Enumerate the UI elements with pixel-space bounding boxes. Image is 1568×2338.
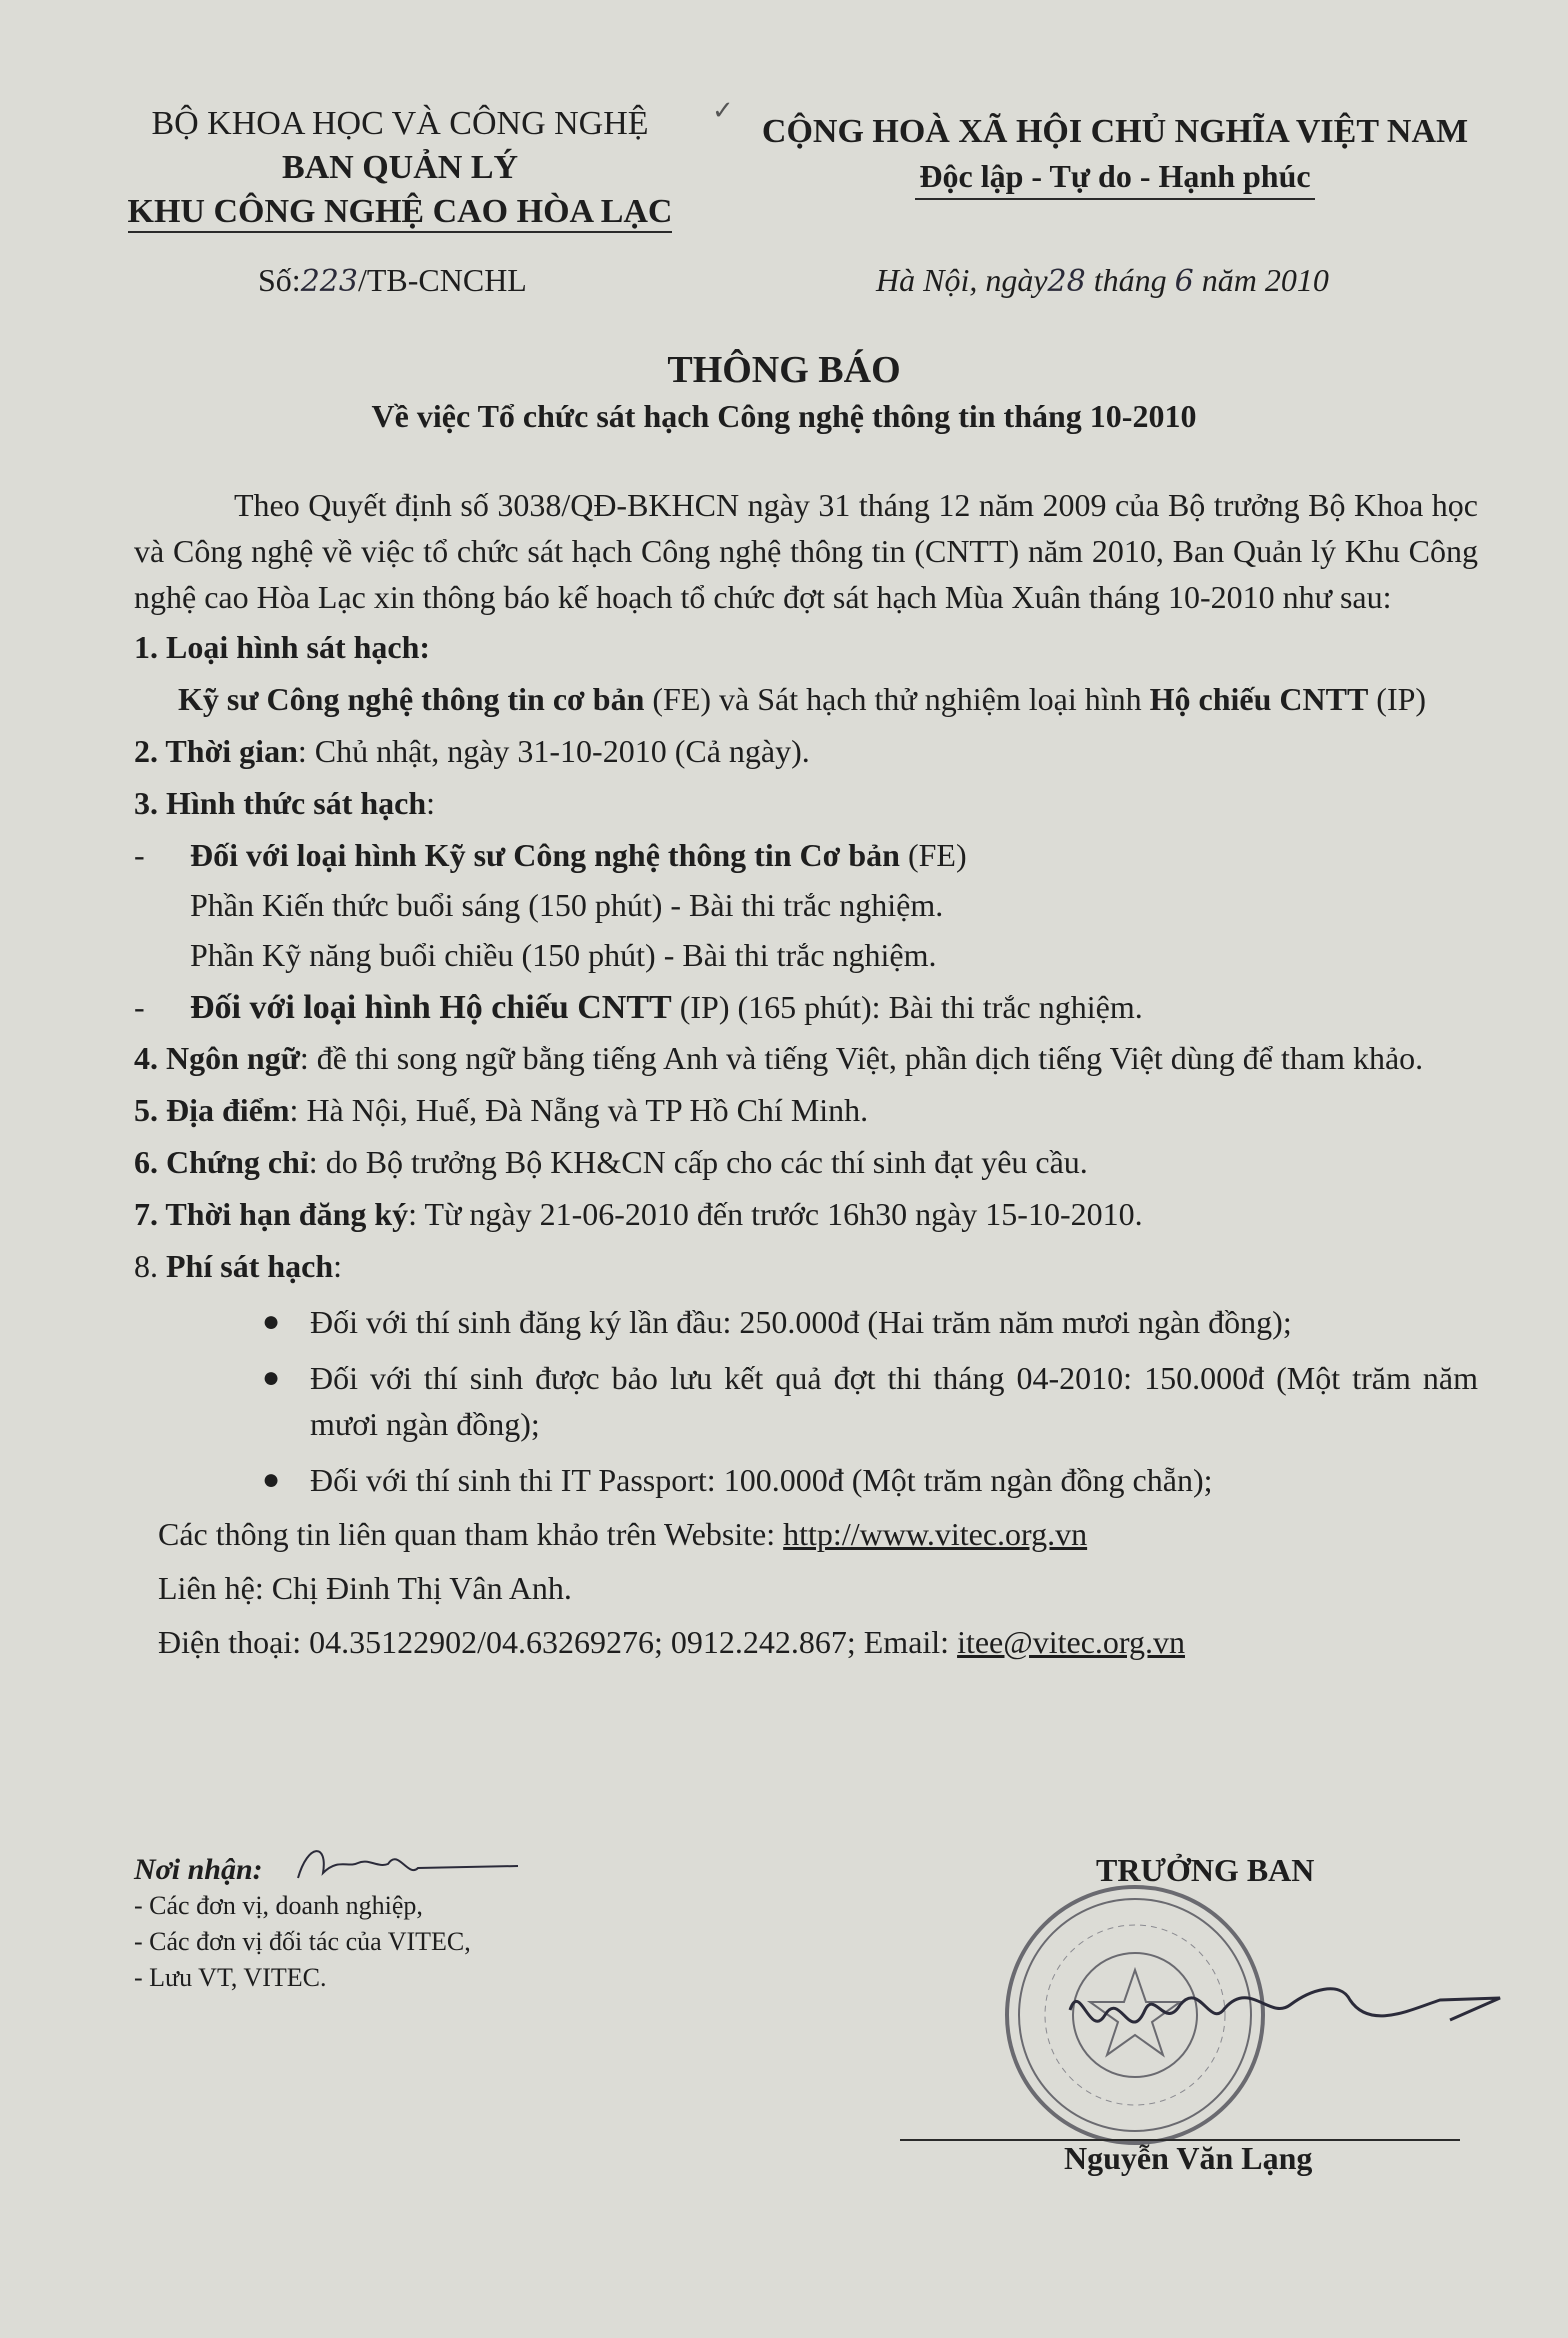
section-3-item-fe: - Đối với loại hình Kỹ sư Công nghệ thông tin Cơ bản (FE) — [134, 837, 967, 873]
signer-title: TRƯỞNG BAN — [1096, 1852, 1315, 1888]
section-4: 4. Ngôn ngữ: đề thi song ngữ bằng tiếng Anh và tiếng Việt, phần dịch tiếng Việt dùng để tham khảo. — [134, 1040, 1424, 1076]
fee-item: ● Đối với thí sinh được bảo lưu kết quả đợt thi tháng 04-2010: 150.000đ (Một trăm năm mươi ngàn đồng); — [134, 1355, 1478, 1447]
section-7: 7. Thời hạn đăng ký: Từ ngày 21-06-2010 đến trước 16h30 ngày 15-10-2010. — [134, 1196, 1143, 1232]
document-number: Số:223/TB-CNCHL — [258, 262, 527, 299]
recipient-item: - Các đơn vị, doanh nghiệp, — [134, 1891, 423, 1920]
national-motto: Độc lập - Tự do - Hạnh phúc — [915, 156, 1314, 200]
notice-body — [134, 482, 1478, 1665]
section-6: 6. Chứng chỉ: do Bộ trưởng Bộ KH&CN cấp cho các thí sinh đạt yêu cầu. — [134, 1144, 1088, 1180]
phone-line: Điện thoại: 04.35122902/04.63269276; 0912.242.867; Email: itee@vitec.org.vn — [158, 1624, 1185, 1660]
bullet-icon: ● — [262, 1305, 281, 1338]
fee-item: ● Đối với thí sinh thi IT Passport: 100.000đ (Một trăm ngàn đồng chẵn); — [134, 1457, 1478, 1503]
country-name: CỘNG HOÀ XÃ HỘI CHỦ NGHĨA VIỆT NAM — [761, 113, 1469, 150]
section-1: 1. Loại hình sát hạch: — [134, 629, 431, 665]
initials-scribble — [288, 1838, 528, 1898]
issuer-header — [90, 102, 710, 234]
section-3: 3. Hình thức sát hạch: — [134, 785, 436, 821]
section-3-item-ip: - Đối với loại hình Hộ chiếu CNTT (IP) (165 phút): Bài thi trắc nghiệm. — [134, 989, 1143, 1026]
notice-title: THÔNG BÁO — [667, 349, 901, 391]
signature-scribble — [1050, 1960, 1510, 2070]
contact-line: Liên hệ: Chị Đinh Thị Vân Anh. — [158, 1570, 572, 1606]
national-header — [720, 108, 1510, 200]
recipients-label: Nơi nhận: — [134, 1853, 263, 1886]
date-line: Hà Nội, ngày28 tháng 6 năm 2010 — [876, 262, 1329, 299]
board-name: BAN QUẢN LÝ — [281, 149, 519, 186]
recipient-item: - Các đơn vị đối tác của VITEC, — [134, 1927, 471, 1956]
section-8: 8. Phí sát hạch: — [134, 1248, 343, 1284]
fe-afternoon-line: Phần Kỹ năng buổi chiều (150 phút) - Bài thi trắc nghiệm. — [190, 937, 937, 973]
section-1-content: Kỹ sư Công nghệ thông tin cơ bản (FE) và Sát hạch thử nghiệm loại hình Hộ chiếu CNTT (IP) — [178, 681, 1427, 717]
signer-name: Nguyễn Văn Lạng — [1064, 2140, 1313, 2176]
notice-subtitle: Về việc Tổ chức sát hạch Công nghệ thông tin tháng 10-2010 — [371, 398, 1197, 434]
website-link[interactable]: http://www.vitec.org.vn — [783, 1516, 1088, 1552]
intro-paragraph: Theo Quyết định số 3038/QĐ-BKHCN ngày 31 tháng 12 năm 2009 của Bộ trưởng Bộ Khoa học và Công nghệ về việc tổ chức sát hạch Công nghệ thông tin (CNTT) năm 2010, Ban Quản lý Khu Công nghệ cao Hòa Lạc xin thông báo kế hoạch tổ chức đợt sát hạch Mùa Xuân tháng 10-2010 như sau: — [134, 487, 1478, 615]
recipient-item: - Lưu VT, VITEC. — [134, 1963, 327, 1992]
website-line: Các thông tin liên quan tham khảo trên Website: http://www.vitec.org.vn — [158, 1516, 1088, 1552]
email-link[interactable]: itee@vitec.org.vn — [957, 1624, 1185, 1660]
section-5: 5. Địa điểm: Hà Nội, Huế, Đà Nẵng và TP Hồ Chí Minh. — [134, 1092, 869, 1128]
handwritten-month: 6 — [1174, 264, 1194, 299]
fee-item: ● Đối với thí sinh đăng ký lần đầu: 250.000đ (Hai trăm năm mươi ngàn đồng); — [134, 1299, 1478, 1345]
fe-morning-line: Phần Kiến thức buổi sáng (150 phút) - Bài thi trắc nghiệm. — [190, 887, 944, 923]
bullet-icon: ● — [262, 1463, 281, 1496]
check-mark-icon: ✓ — [712, 96, 734, 125]
ministry-name: BỘ KHOA HỌC VÀ CÔNG NGHỆ — [151, 105, 649, 142]
bullet-icon: ● — [262, 1361, 281, 1394]
zone-name: KHU CÔNG NGHỆ CAO HÒA LẠC — [128, 193, 673, 233]
handwritten-number: 223 — [300, 264, 358, 299]
handwritten-day: 28 — [1047, 264, 1086, 299]
section-2: 2. Thời gian: Chủ nhật, ngày 31-10-2010 (Cả ngày). — [134, 733, 810, 769]
